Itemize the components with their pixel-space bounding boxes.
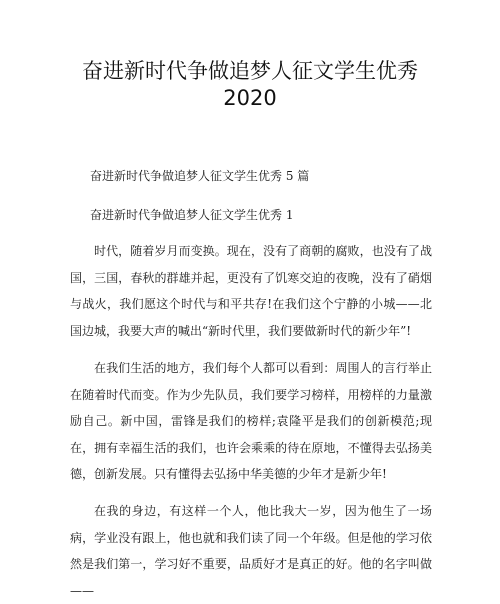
subheading-collection: 奋进新时代争做追梦人征文学生优秀 5 篇: [90, 169, 310, 183]
paragraph-2: 在我们生活的地方，我们每个人都可以看到：周围人的言行举止在随着时代而变。作为少先队员，我们要学习榜样，用榜样的力量激励自己。新中国，雷锋是我们的榜样;袁隆平是我们的创新模范;现在，拥有幸福生活的我们，也许会乘乘的待在原地，不懂得去弘扬美德，创新发展。只有懂得去弘扬中华美德的少年才是新少年!: [70, 361, 432, 481]
paragraph-1: 时代，随着岁月而变换。现在，没有了商朝的腐败，也没有了战国，三国，春秋的群雄并起，更没有了饥寒交迫的夜晚，没有了硝烟与战火，我们愿这个时代与和平共存!在我们这个宁静的小城——北国边城，我要大声的喊出“新时代里，我们要做新时代的新少年”!: [70, 244, 432, 338]
subheading-essay-1: 奋进新时代争做追梦人征文学生优秀 1: [90, 208, 294, 222]
title-line-2: 2020: [223, 86, 277, 110]
document-title: [0, 58, 500, 112]
paragraph-3: 在我的身边，有这样一个人，他比我大一岁，因为他生了一场病，学业没有跟上，他也就和我们读了同一个年级。但是他的学习依然是我们第一，学习好不重要，品质好才是真正的好。他的名字叫做——: [70, 504, 432, 598]
title-line-1: 奋进新时代争做追梦人征文学生优秀: [82, 59, 418, 83]
